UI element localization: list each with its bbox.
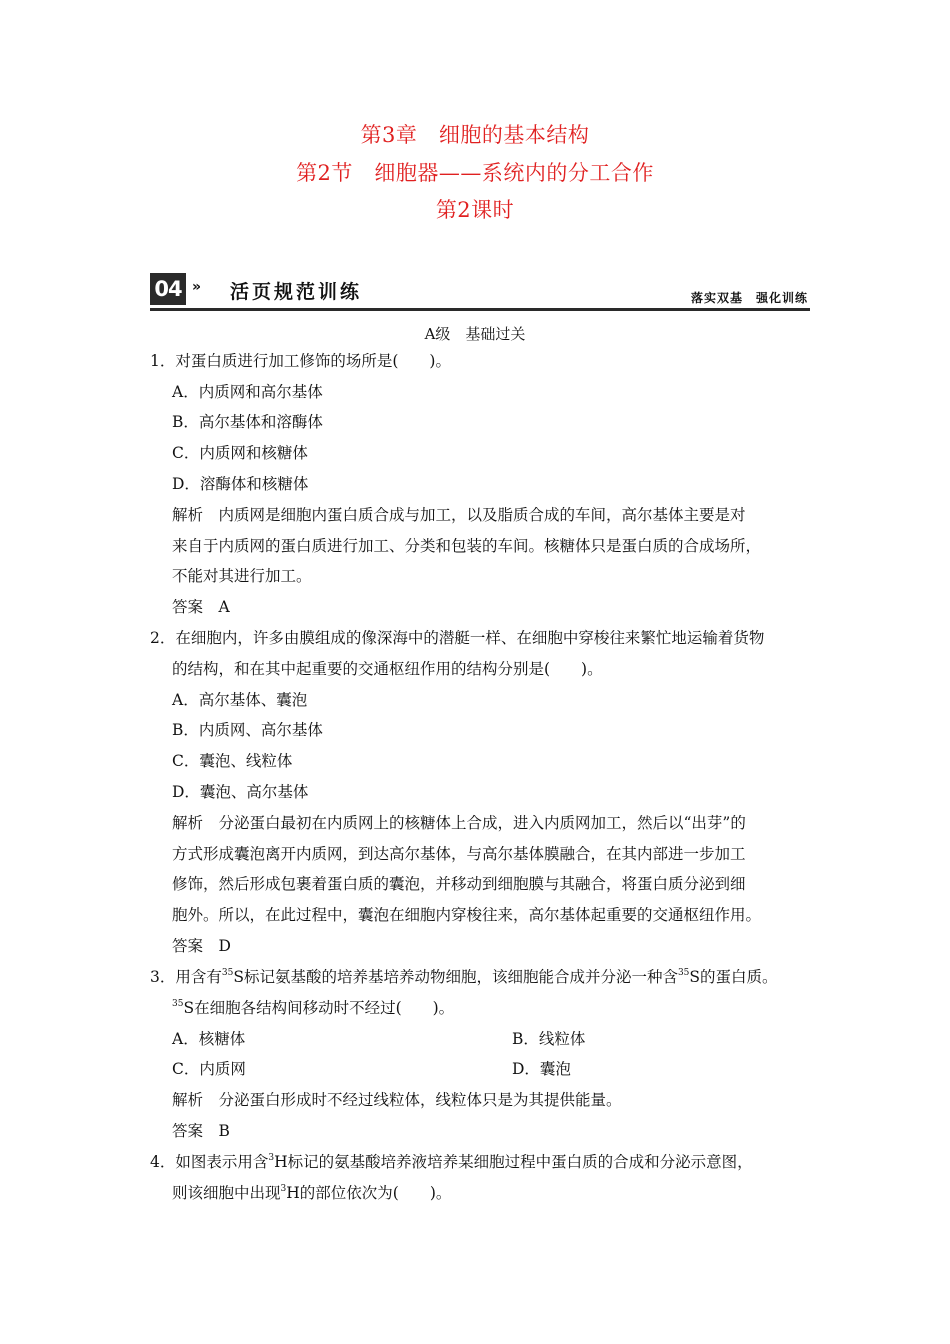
banner-divider — [150, 308, 810, 311]
section-banner — [150, 273, 810, 313]
question-3-option-b: B．线粒体 — [512, 1030, 586, 1048]
double-chevron-icon: » — [192, 279, 202, 295]
question-1-analysis: 解析 内质网是细胞内蛋白质合成与加工，以及脂质合成的车间，高尔基体主要是对 — [172, 506, 746, 524]
question-3-answer: 答案 B — [172, 1122, 230, 1140]
question-1-option-d: D．溶酶体和核糖体 — [172, 475, 309, 493]
question-4-stem: 4．如图表示用含$^3$H标记的氨基酸培养液培养某细胞过程中蛋白质的合成和分泌示意图， — [150, 1153, 753, 1171]
question-3-stem: 3．用含有$^{35}$S标记氨基酸的培养基培养动物细胞，该细胞能合成并分泌一种含$^{35}$S的蛋白质。 — [150, 968, 778, 986]
question-3-analysis: 解析 分泌蛋白形成时不经过线粒体，线粒体只是为其提供能量。 — [172, 1091, 622, 1109]
question-2-analysis: 修饰，然后形成包裹着蛋白质的囊泡，并移动到细胞膜与其融合，将蛋白质分泌到细 — [172, 875, 746, 893]
level-heading: A级 基础过关 — [424, 325, 526, 343]
question-2-stem: 的结构，和在其中起重要的交通枢纽作用的结构分别是( )。 — [172, 660, 603, 678]
question-1-analysis: 来自于内质网的蛋白质进行加工、分类和包装的车间。核糖体只是蛋白质的合成场所， — [172, 537, 762, 555]
chapter-title: 第3章 细胞的基本结构 — [360, 123, 590, 147]
section-title: 第2节 细胞器——系统内的分工合作 — [296, 161, 654, 185]
question-3-option-c: C．内质网 — [172, 1060, 246, 1078]
question-1-analysis: 不能对其进行加工。 — [172, 567, 312, 585]
question-2-option-a: A．高尔基体、囊泡 — [172, 691, 308, 709]
banner-number: 04 — [150, 273, 186, 305]
banner-title: 活页规范训练 — [230, 281, 363, 303]
question-1-option-a: A．内质网和高尔基体 — [172, 383, 323, 401]
question-2-option-b: B．内质网、高尔基体 — [172, 721, 323, 739]
question-2-option-d: D．囊泡、高尔基体 — [172, 783, 309, 801]
question-1-option-b: B．高尔基体和溶酶体 — [172, 413, 323, 431]
question-3-stem: $^{35}$S在细胞各结构间移动时不经过( )。 — [172, 999, 455, 1017]
question-2-option-c: C．囊泡、线粒体 — [172, 752, 293, 770]
banner-subtitle: 落实双基 强化训练 — [690, 291, 808, 305]
lesson-title: 第2课时 — [435, 198, 515, 222]
question-2-analysis: 解析 分泌蛋白最初在内质网上的核糖体上合成，进入内质网加工，然后以“出芽”的 — [172, 814, 746, 832]
question-2-analysis: 胞外。所以，在此过程中，囊泡在细胞内穿梭往来，高尔基体起重要的交通枢纽作用。 — [172, 906, 762, 924]
question-3-option-a: A．核糖体 — [172, 1030, 246, 1048]
question-3-option-d: D．囊泡 — [512, 1060, 571, 1078]
question-1-option-c: C．内质网和核糖体 — [172, 444, 308, 462]
question-2-stem: 2．在细胞内，许多由膜组成的像深海中的潜艇一样、在细胞中穿梭往来繁忙地运输着货物 — [150, 629, 765, 647]
question-2-analysis: 方式形成囊泡离开内质网，到达高尔基体，与高尔基体膜融合，在其内部进一步加工 — [172, 845, 746, 863]
question-4-stem: 则该细胞中出现$^3$H的部位依次为( )。 — [172, 1184, 452, 1202]
question-1-stem: 1．对蛋白质进行加工修饰的场所是( )。 — [150, 352, 451, 370]
question-2-answer: 答案 D — [172, 937, 231, 955]
question-1-answer: 答案 A — [172, 598, 230, 616]
